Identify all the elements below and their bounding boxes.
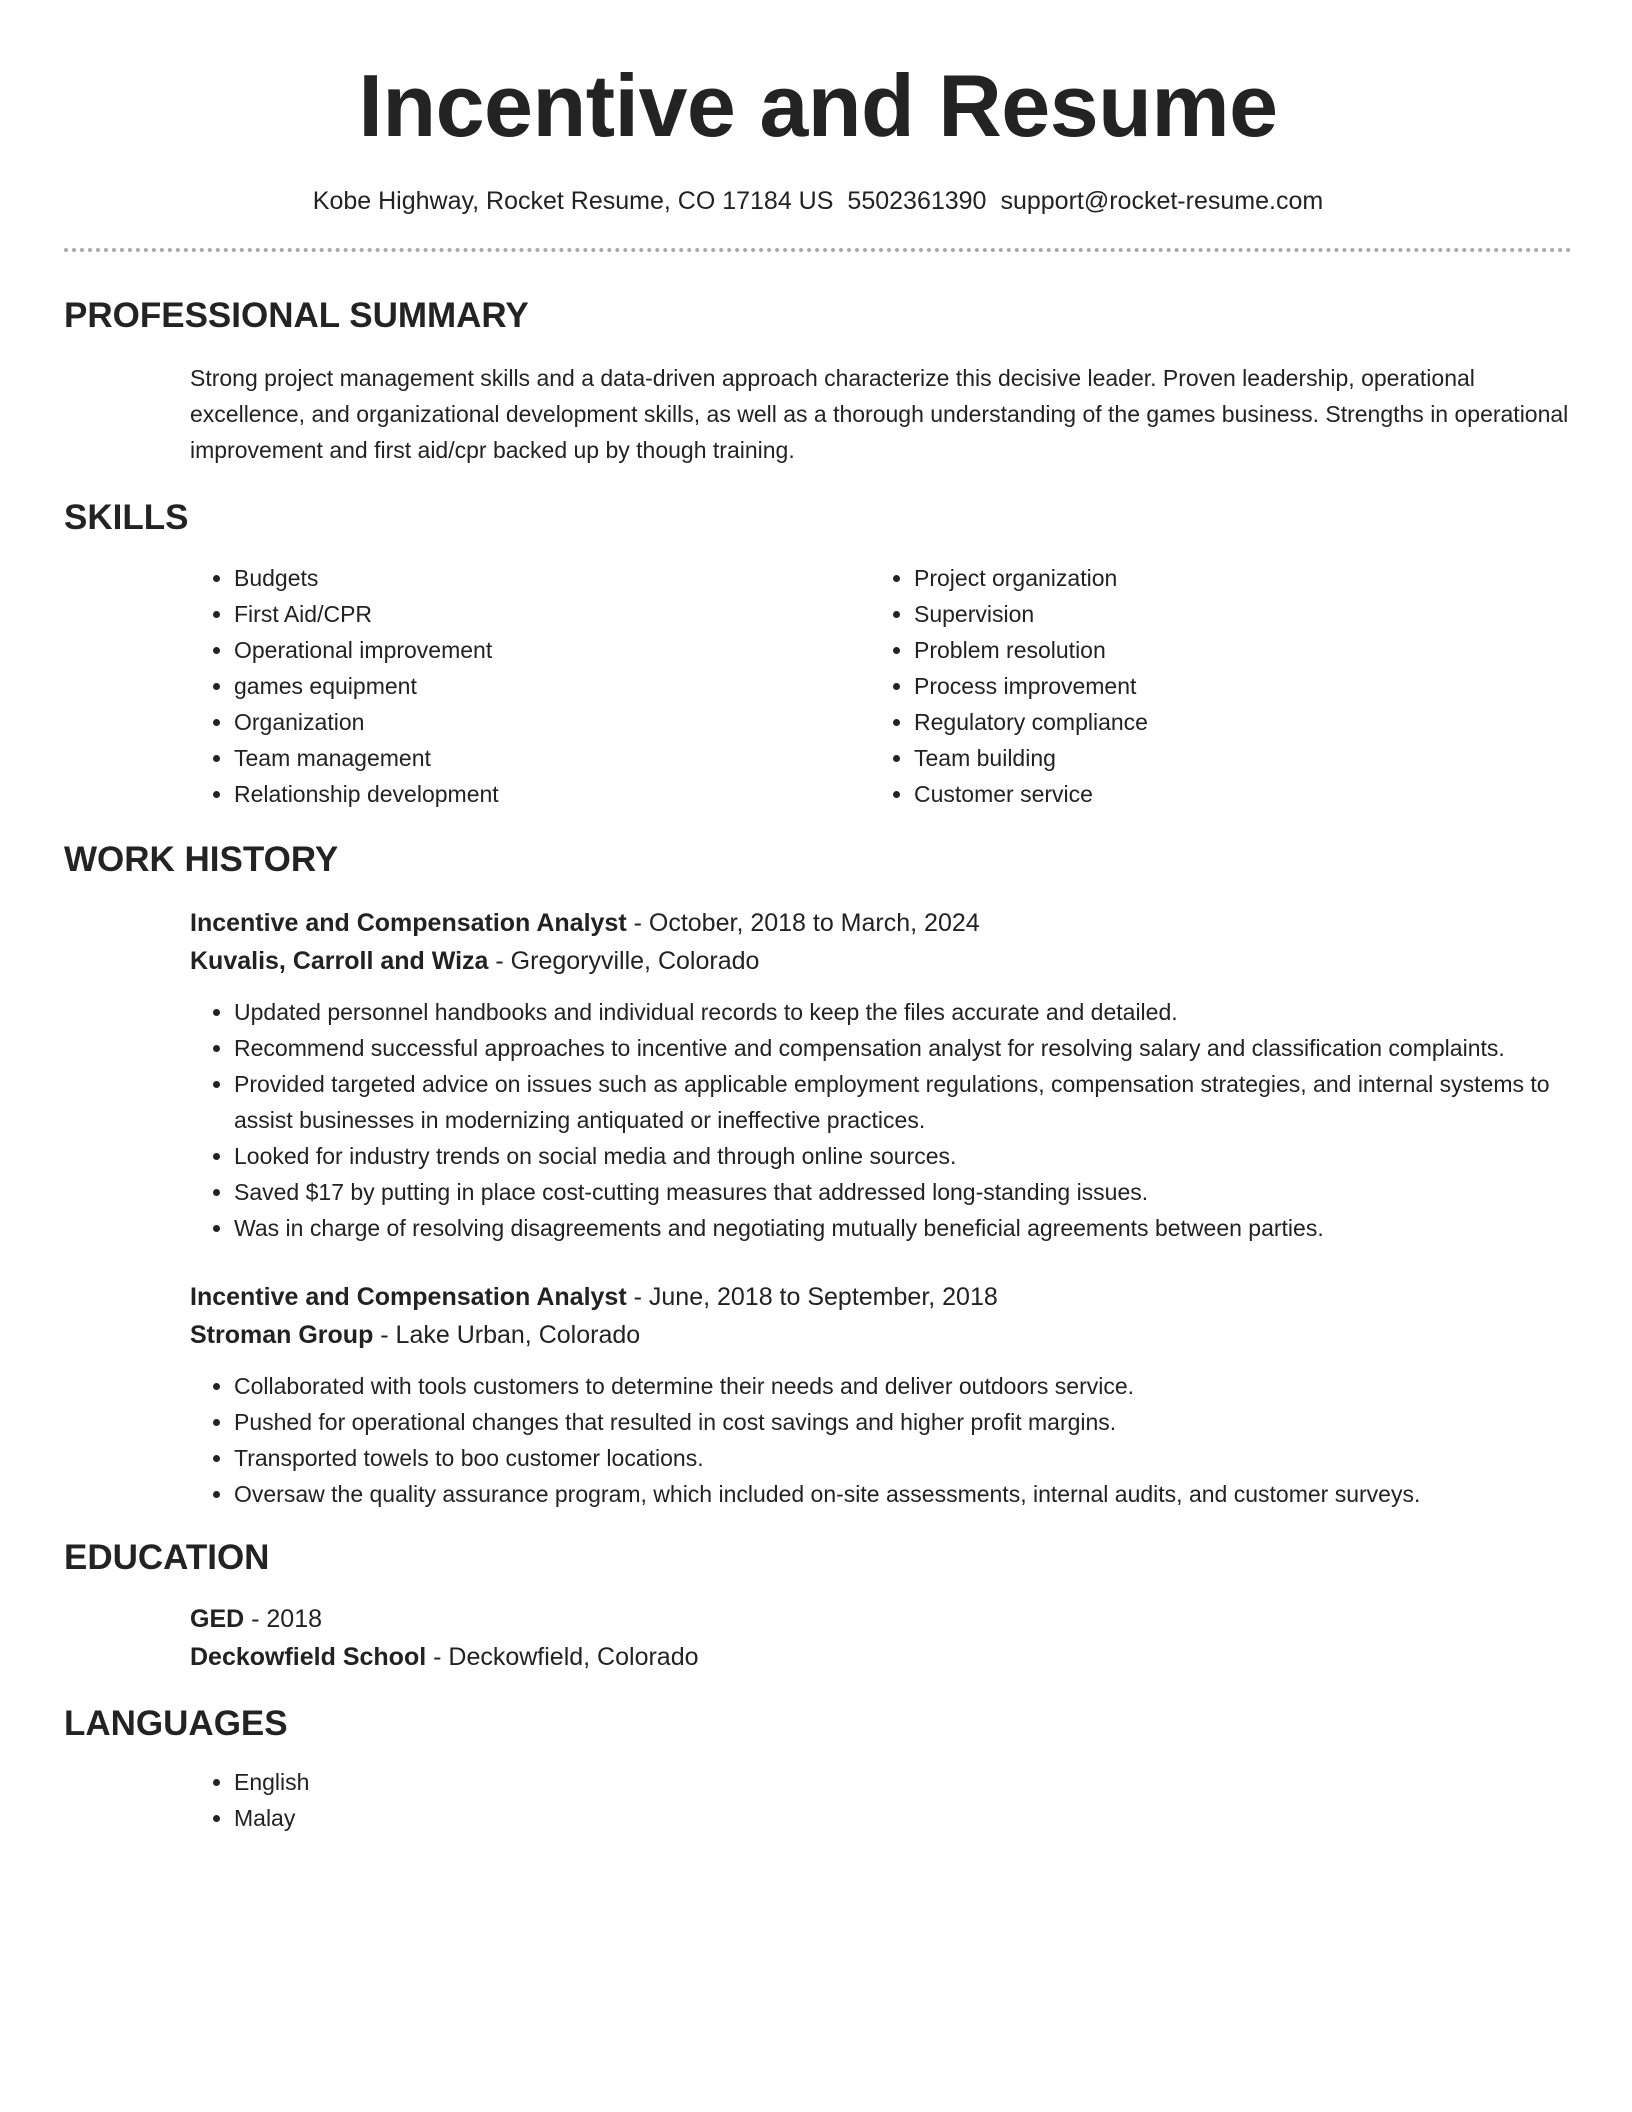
- job-bullet: • Collaborated with tools customers to determine their needs and deliver outdoors service.: [234, 1368, 1572, 1404]
- job-title: Incentive and Compensation Analyst: [190, 1283, 627, 1311]
- skill-item: • Relationship development: [234, 776, 870, 812]
- summary-heading: PROFESSIONAL SUMMARY: [64, 296, 529, 335]
- resume-page: [64, 0, 1572, 1836]
- resume-title: Incentive and Resume: [358, 56, 1278, 155]
- header-divider: [64, 248, 1572, 252]
- job-company-line: [190, 942, 1572, 980]
- education-school-line: [190, 1638, 1572, 1676]
- skill-item: • games equipment: [234, 668, 870, 704]
- job-title-line: [190, 904, 1572, 942]
- skill-item: • Team management: [234, 740, 870, 776]
- job-bullet: • Pushed for operational changes that resulted in cost savings and higher profit margins.: [234, 1404, 1572, 1440]
- education-degree-line: [190, 1600, 1572, 1638]
- skill-item: • Process improvement: [914, 668, 1550, 704]
- job-bullet: • Oversaw the quality assurance program, which included on-site assessments, internal audits, and customer surveys.: [234, 1476, 1572, 1512]
- education-heading: EDUCATION: [64, 1538, 270, 1577]
- job-bullet: • Provided targeted advice on issues such as applicable employment regulations, compensation strategies, and internal systems to assist businesses in modernizing antiquated or ineffective practices.: [234, 1066, 1572, 1138]
- job-entry: [190, 904, 1572, 980]
- job-bullet: • Recommend successful approaches to incentive and compensation analyst for resolving salary and classification complaints.: [234, 1030, 1572, 1066]
- skills-column-right: [870, 560, 1550, 812]
- summary-text: Strong project management skills and a data-driven approach characterize this decisive leader. Proven leadership, operational excellence, and organizational development skills, as well as a thorough understanding of the games business. Strengths in operational improvement and first aid/cpr backed up by though training.: [190, 365, 1569, 463]
- job-dates: - June, 2018 to September, 2018: [626, 1283, 998, 1311]
- job-title-line: [190, 1278, 1572, 1316]
- job-bullet: • Transported towels to boo customer locations.: [234, 1440, 1572, 1476]
- job-bullet: • Was in charge of resolving disagreements and negotiating mutually beneficial agreements between parties.: [234, 1210, 1572, 1246]
- job-entry: [190, 1278, 1572, 1354]
- job-company-line: [190, 1316, 1572, 1354]
- skill-item: • Project organization: [914, 560, 1550, 596]
- languages-heading: LANGUAGES: [64, 1704, 288, 1743]
- education-location: - Deckowfield, Colorado: [426, 1643, 699, 1671]
- skills-column-left: [190, 560, 870, 812]
- languages-list: [190, 1764, 1572, 1836]
- skill-item: • Budgets: [234, 560, 870, 596]
- skill-item: • Team building: [914, 740, 1550, 776]
- education-year: - 2018: [244, 1605, 323, 1633]
- language-item: • Malay: [234, 1800, 1572, 1836]
- skill-item: • First Aid/CPR: [234, 596, 870, 632]
- skills-list: [190, 560, 1572, 812]
- education-degree: GED: [190, 1605, 245, 1633]
- skill-item: • Supervision: [914, 596, 1550, 632]
- job-title: Incentive and Compensation Analyst: [190, 909, 627, 937]
- job-bullets: [190, 1368, 1572, 1512]
- education-entry: [190, 1600, 1572, 1676]
- job-bullets: [190, 994, 1572, 1246]
- job-company: Kuvalis, Carroll and Wiza: [190, 947, 489, 975]
- job-bullet: • Updated personnel handbooks and individual records to keep the files accurate and detailed.: [234, 994, 1572, 1030]
- skills-heading: SKILLS: [64, 498, 189, 537]
- education-school: Deckowfield School: [190, 1643, 427, 1671]
- job-dates: - October, 2018 to March, 2024: [626, 909, 980, 937]
- job-bullet: • Saved $17 by putting in place cost-cutting measures that addressed long-standing issues.: [234, 1174, 1572, 1210]
- skill-item: • Customer service: [914, 776, 1550, 812]
- contact-address: Kobe Highway, Rocket Resume, CO 17184 US: [312, 187, 834, 215]
- contact-email: support@rocket-resume.com: [1000, 187, 1324, 215]
- skill-item: • Problem resolution: [914, 632, 1550, 668]
- job-bullet: • Looked for industry trends on social media and through online sources.: [234, 1138, 1572, 1174]
- job-company: Stroman Group: [190, 1321, 374, 1349]
- contact-phone: 5502361390: [847, 187, 987, 215]
- language-item: • English: [234, 1764, 1572, 1800]
- job-location: - Gregoryville, Colorado: [488, 947, 760, 975]
- work-heading: WORK HISTORY: [64, 840, 339, 879]
- contact-line: [64, 184, 1572, 218]
- skill-item: • Operational improvement: [234, 632, 870, 668]
- job-location: - Lake Urban, Colorado: [373, 1321, 641, 1349]
- skill-item: • Regulatory compliance: [914, 704, 1550, 740]
- skill-item: • Organization: [234, 704, 870, 740]
